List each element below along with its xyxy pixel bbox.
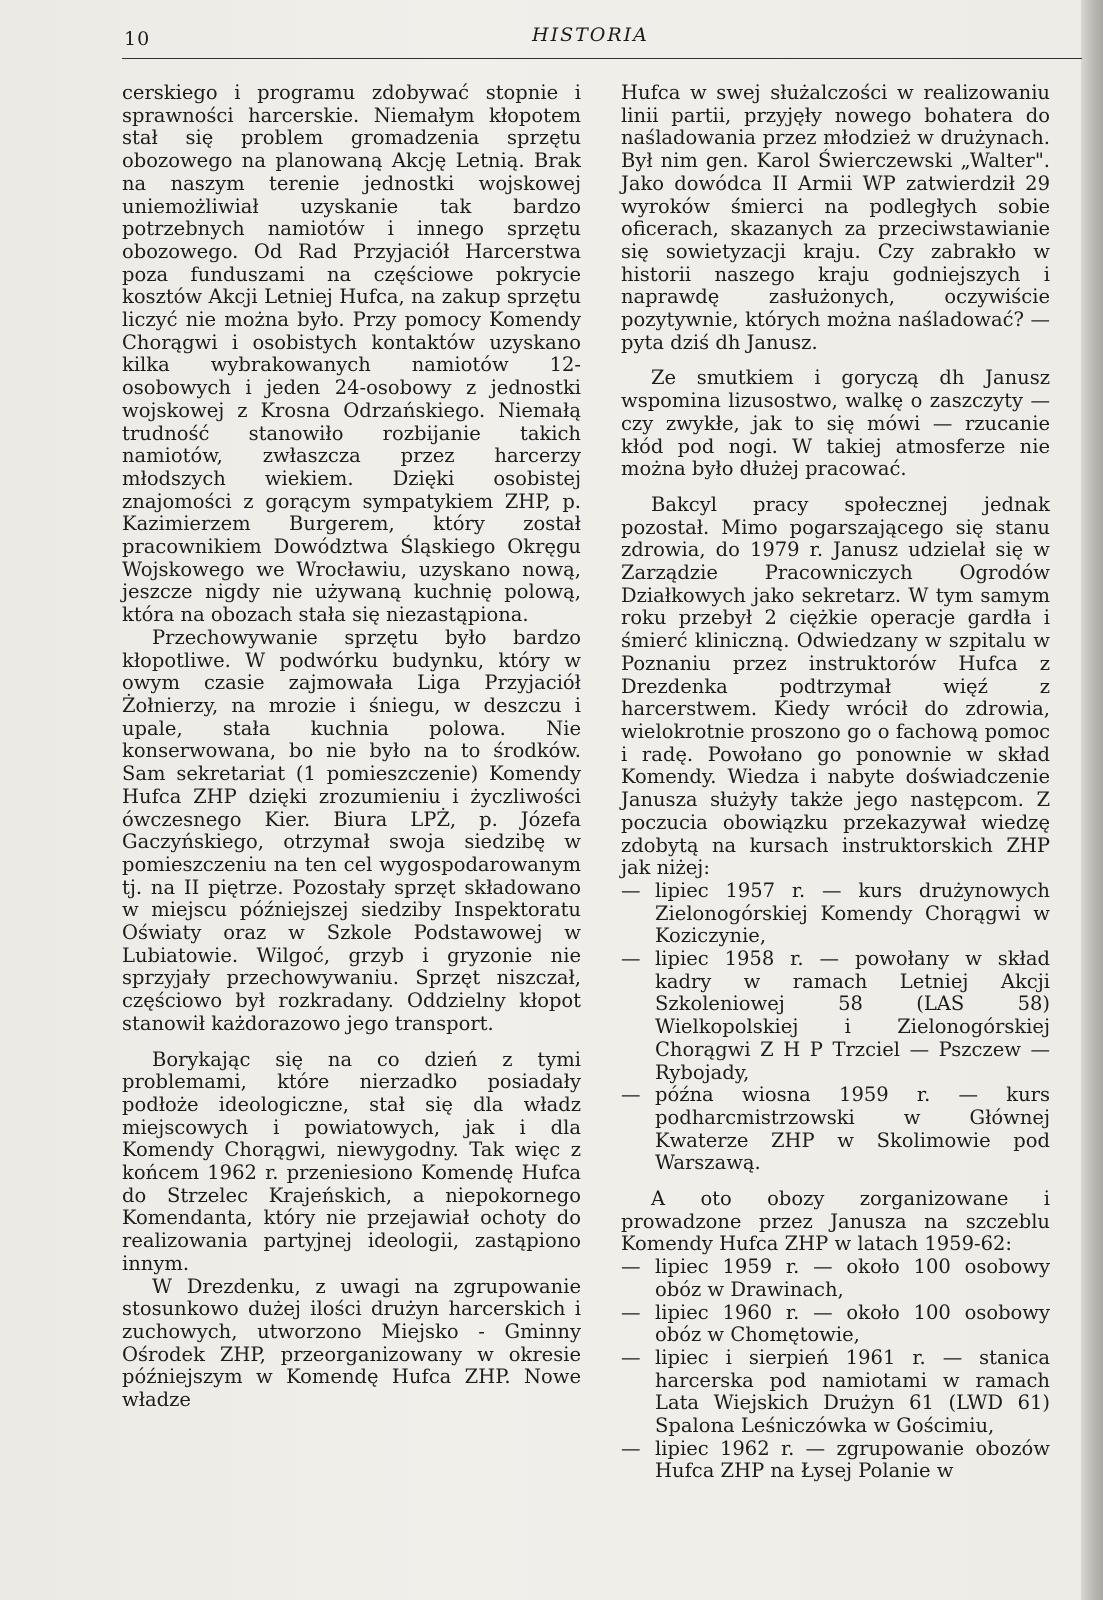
section-title: HISTORIA [532,24,649,46]
dash-marker: — [621,947,641,971]
list-item-text: późna wiosna 1959 r. — kurs podharcmistrzowski w Głównej Kwaterze ZHP w Skolimowie pod Warszawą. [655,1083,1050,1175]
list-item [621,948,1050,1084]
camp-list [621,1256,1050,1483]
left-column [122,82,581,1412]
list-item-text: lipiec 1960 r. — około 100 osobowy obóz w Chomętowie, [655,1300,1050,1347]
dash-marker: — [621,1345,641,1369]
list-item [621,1084,1050,1175]
paragraph: Bakcyl pracy społecznej jednak pozostał. Mimo pogarszającego się stanu zdrowia, do 1979 r. Janusz udzielał się w Zarządzie Pracowniczych Ogrodów Działkowych jako sekretarz. W tym samym roku przebył 2 ciężkie operacje gardła i śmierć kliniczną. Odwiedzany w szpitalu w Poznaniu przez instruktorów Hufca z Drezdenka podtrzymał więź z harcerstwem. Kiedy wrócił do zdrowia, wielokrotnie proszono go o fachową pomoc i radę. Powołano go ponownie w skład Komendy. Wiedza i nabyte doświadczenie Janusza służyły także jego następcom. Z poczucia obowiązku przekazywał wiedzę zdobytą na kursach instruktorskich ZHP jak niżej: [621,492,1050,880]
header-rule [122,58,1082,59]
list-item-text: lipiec 1957 r. — kurs drużynowych Zielonogórskiej Komendy Chorągwi w Koziczynie, [655,878,1050,948]
dash-marker: — [621,1083,641,1107]
list-item [621,880,1050,948]
list-item-text: lipiec 1959 r. — około 100 osobowy obóz w Drawinach, [655,1255,1050,1301]
right-column [621,82,1050,1483]
page-number: 10 [124,28,151,50]
paragraph: A oto obozy zorganizowane i prowadzone przez Janusza na szczeblu Komendy Hufca ZHP w latach 1959-62: [621,1187,1050,1256]
page-edge-shadow [1081,0,1103,1600]
dash-marker: — [621,878,641,902]
paragraph: Ze smutkiem i goryczą dh Janusz wspomina lizusostwo, walkę o zaszczyty — czy zwykłe, jak to się mówi — rzucanie kłód pod nogi. W takiej atmosferze nie można było dłużej pracować. [621,366,1050,481]
list-item-text: lipiec i sierpień 1961 r. — stanica harcerska pod namiotami w ramach Lata Wiejskich Drużyn 61 (LWD 61) Spalona Leśniczówka w Gościmiu, [655,1345,1050,1438]
page-header [122,24,1082,58]
paragraph: W Drezdenku, z uwagi na zgrupowanie stosunkowo dużej ilości drużyn harcerskich i zuchowych, utworzono Miejsko - Gminny Ośrodek ZHP, przeorganizowany w okresie późniejszym w Komendę Hufca ZHP. Nowe władze [122,1274,581,1412]
paragraph: Borykając się na co dzień z tymi problemami, które nierzadko posiadały podłoże ideologiczne, stał się dla władz miejscowych i powiatowych, jak i dla Komendy Chorągwi, niewygodny. Tak więc z końcem 1962 r. przeniesiono Komendę Hufca do Strzelec Krajeńskich, a niepokornego Komendanta, który nie przejawiał ochoty do realizowania partyjnej ideologii, zastąpiono innym. [122,1047,581,1275]
list-item [621,1347,1050,1438]
paragraph: Przechowywanie sprzętu było bardzo kłopotliwe. W podwórku budynku, który w owym czasie zajmowała Liga Przyjaciół Żołnierzy, na mrozie i śniegu, w deszczu i upale, stała kuchnia polowa. Nie konserwowana, bo nie było na to środków. Sam sekretariat (1 pomieszczenie) Komendy Hufca ZHP dzięki zrozumieniu i życzliwości ówczesnego Kier. Biura LPŻ, p. Józefa Gaczyńskiego, otrzymał swoja siedzibę w pomieszczeniu na ten cel wygospodarowanym tj. na II piętrze. Pozostały sprzęt składowano w miejscu późniejszej siedziby Inspektoratu Oświaty oraz w Szkole Podstawowej w Lubiatowie. Wilgoć, grzyb i gryzonie nie sprzyjały przechowywaniu. Sprzęt niszczał, częściowo był rozkradany. Oddzielny kłopot stanowił każdorazowo jego transport. [122,625,581,1035]
paragraph: cerskiego i programu zdobywać stopnie i sprawności harcerskie. Niemałym kłopotem stał się problem gromadzenia sprzętu obozowego na planowaną Akcję Letnią. Brak na naszym terenie jednostki wojskowej uniemożliwiał uzyskanie tak bardzo potrzebnych namiotów i innego sprzętu obozowego. Od Rad Przyjaciół Harcerstwa poza funduszami na częściowe pokrycie kosztów Akcji Letniej Hufca, na zakup sprzętu liczyć nie można było. Przy pomocy Komendy Chorągwi i osobistych kontaktów uzyskano kilka wybrakowanych namiotów 12-osobowych i jeden 24-osobowy z jednostki wojskowej z Krosna Odrzańskiego. Niemałą trudność stanowiło rozbijanie takich namiotów, zwłaszcza przez harcerzy młodszych wiekiem. Dzięki osobistej znajomości z gorącym sympatykiem ZHP, p. Kazimierzem Burgerem, który został pracownikiem Dowództwa Śląskiego Okręgu Wojskowego we Wrocławiu, uzyskano nową, jeszcze nigdy nie używaną kuchnię polową, która na obozach stała się niezastąpiona. [122,81,581,627]
list-item [621,1256,1050,1301]
list-item [621,1438,1050,1483]
dash-marker: — [621,1255,641,1279]
list-item [621,1302,1050,1347]
list-item-text: lipiec 1958 r. — powołany w skład kadry w ramach Letniej Akcji Szkoleniowej 58 (LAS 58) Wielkopolskiej i Zielonogórskiej Chorągwi Z H P Trzciel — Pszczew — Rybojady, [655,947,1050,1084]
dash-marker: — [621,1300,641,1324]
course-list [621,880,1050,1175]
paragraph: Hufca w swej służalczości w realizowaniu linii partii, przyjęły nowego bohatera do naśladowania przez młodzież w drużynach. Był nim gen. Karol Świerczewski „Walter". Jako dowódca II Armii WP zatwierdził 29 wyroków śmierci na podległych sobie oficerach, skazanych za przeciwstawianie się sowietyzacji kraju. Czy zabrakło w historii naszego kraju godniejszych i naprawdę zasłużonych, oczywiście pozytywnie, których można naśladować? — pyta dziś dh Janusz. [621,81,1050,354]
dash-marker: — [621,1436,641,1460]
list-item-text: lipiec 1962 r. — zgrupowanie obozów Hufca ZHP na Łysej Polanie w [655,1436,1050,1483]
